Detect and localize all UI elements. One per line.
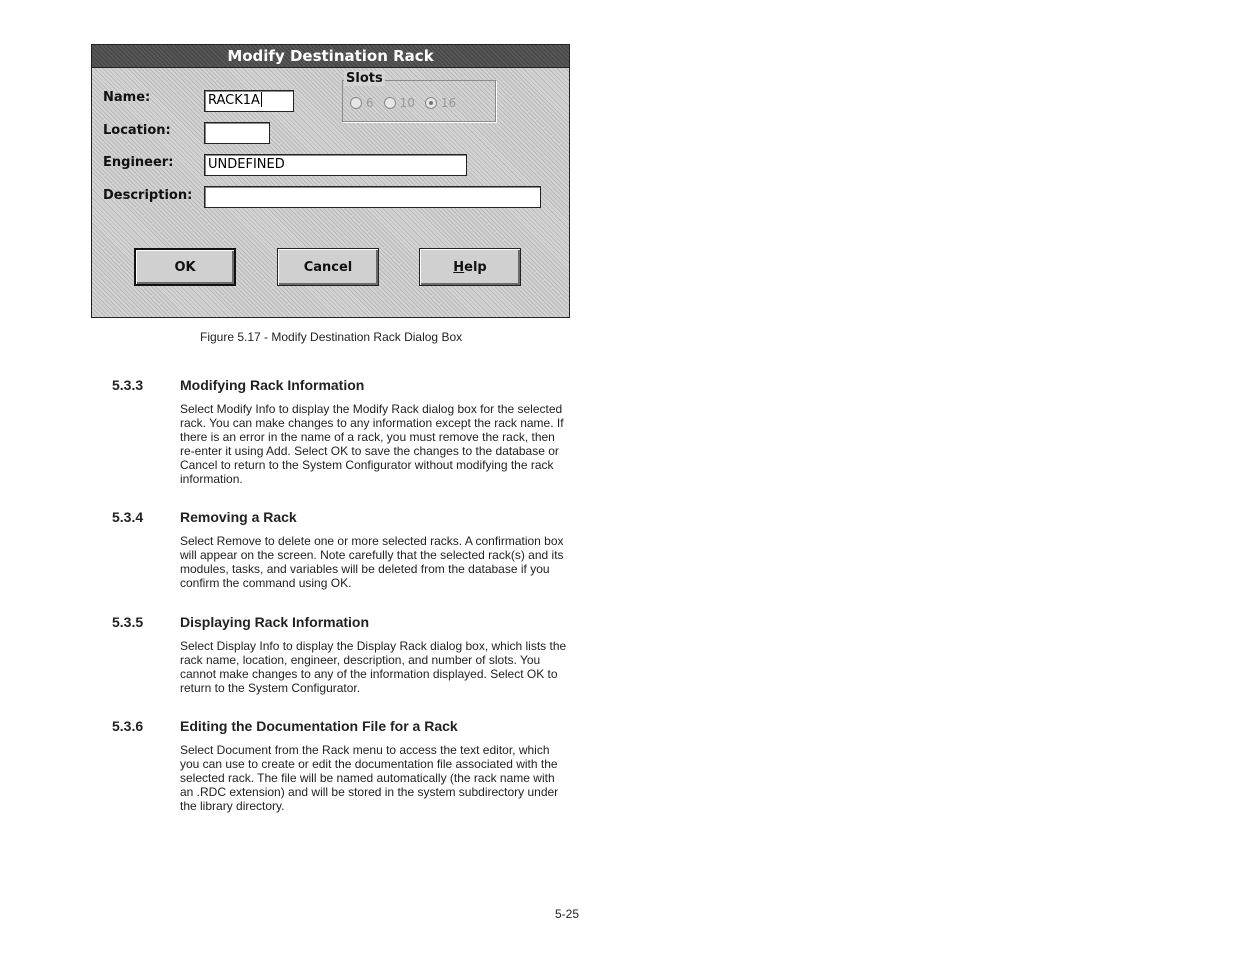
location-label: Location: — [103, 123, 171, 138]
slots-title: Slots — [346, 71, 383, 86]
section-body: Select Modify Info to display the Modify Rack dialog box for the selected rack. You can make changes to any information except the rack name. If there is an error in the name of a rack, you must remove the rack, then re-enter it using Add. Select OK to save the changes to the database or Cancel to return to the System Configurator without modifying the rack information. — [180, 402, 564, 486]
help-button[interactable] — [419, 248, 521, 286]
slot-option-6[interactable] — [350, 96, 374, 110]
engineer-label: Engineer: — [103, 155, 174, 170]
page-number: 5-25 — [555, 907, 580, 921]
help-label-rest: elp — [464, 259, 487, 275]
slot-option-label: 16 — [440, 96, 457, 110]
section-body: Select Remove to delete one or more selected racks. A confirmation box will appear on the screen. Note carefully that the selected rack(s) and its modules, tasks, and variables will be deleted from the database if you confirm the command using OK. — [180, 534, 564, 590]
slot-option-label: 10 — [399, 96, 415, 110]
section-title: Modifying Rack Information — [180, 377, 365, 393]
name-input[interactable] — [204, 90, 294, 112]
section-title: Displaying Rack Information — [180, 614, 370, 630]
name-value: RACK1A — [208, 93, 260, 108]
cancel-button[interactable]: Cancel — [277, 248, 379, 286]
help-mnemonic: H — [453, 259, 465, 275]
section-number: 5.3.3 — [112, 377, 144, 393]
description-input[interactable] — [204, 186, 541, 208]
slot-option-10[interactable] — [384, 96, 415, 110]
dialog-title: Modify Destination Rack — [92, 45, 569, 68]
section-number: 5.3.4 — [112, 509, 144, 525]
radio-selected-icon — [425, 97, 437, 109]
section-body: Select Display Info to display the Display Rack dialog box, which lists the rack name, location, engineer, description, and number of slots. You cannot make changes to any of the information displayed. Select OK to return to the System Configurator. — [180, 639, 567, 695]
section-body: Select Document from the Rack menu to access the text editor, which you can use to create or edit the documentation file associated with the selected rack. The file will be named automatically (the rack name with an .RDC extension) and will be stored in the system subdirectory under the library directory. — [180, 743, 559, 813]
ok-button[interactable]: OK — [134, 248, 236, 286]
radio-icon — [350, 97, 362, 109]
section-title: Removing a Rack — [180, 509, 297, 525]
text-caret — [261, 92, 262, 107]
engineer-input[interactable]: UNDEFINED — [204, 154, 467, 176]
radio-icon — [384, 97, 396, 109]
slot-option-16[interactable] — [425, 96, 456, 110]
name-label: Name: — [103, 90, 151, 105]
modify-destination-rack-dialog — [91, 44, 570, 318]
section-number: 5.3.5 — [112, 614, 144, 630]
description-label: Description: — [103, 188, 193, 203]
slots-radio-group — [350, 96, 456, 110]
slot-option-label: 6 — [366, 96, 374, 110]
section-title: Editing the Documentation File for a Rack — [180, 718, 458, 734]
location-input[interactable] — [204, 122, 270, 144]
figure-caption: Figure 5.17 - Modify Destination Rack Dialog Box — [200, 330, 463, 344]
section-number: 5.3.6 — [112, 718, 144, 734]
